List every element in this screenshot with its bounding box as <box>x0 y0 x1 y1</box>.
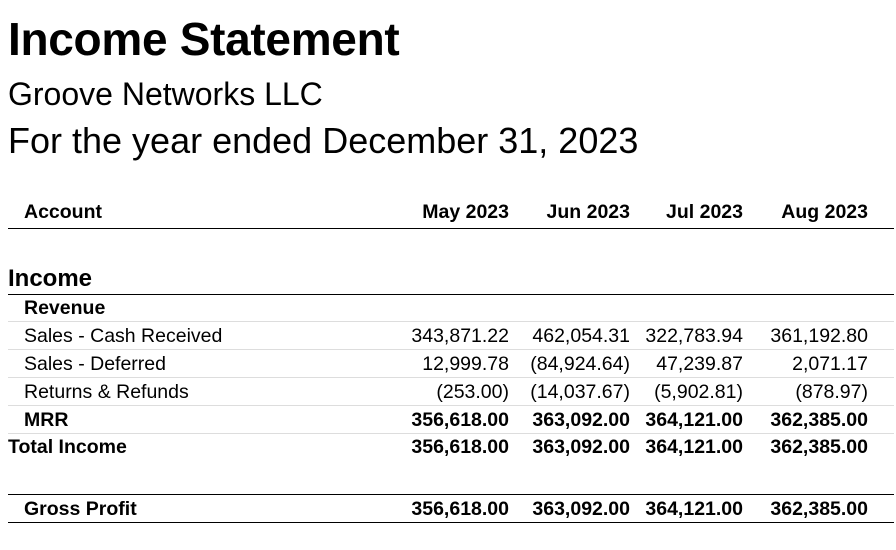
cell-jul-2023: 364,121.00 <box>645 436 743 458</box>
subsection-title-revenue <box>0 294 896 322</box>
table-row <box>0 322 896 350</box>
column-header-aug-2023: Aug 2023 <box>781 201 868 223</box>
report-period: For the year ended December 31, 2023 <box>8 120 639 161</box>
table-header-row <box>0 198 896 226</box>
column-header-jun-2023: Jun 2023 <box>546 201 630 223</box>
cell-may-2023: 356,618.00 <box>411 498 509 520</box>
company-name: Groove Networks LLC <box>8 76 323 112</box>
cell-jun-2023: (14,037.67) <box>530 381 630 403</box>
column-header-account: Account <box>24 201 102 223</box>
table-row <box>0 378 896 406</box>
table-row <box>0 350 896 378</box>
row-label: Sales - Deferred <box>24 353 166 375</box>
subtotal-row-mrr <box>0 406 896 434</box>
column-header-may-2023: May 2023 <box>422 201 509 223</box>
row-label: Returns & Refunds <box>24 381 189 403</box>
column-header-jul-2023: Jul 2023 <box>666 201 743 223</box>
cell-aug-2023: (878.97) <box>795 381 868 403</box>
cell-may-2023: 12,999.78 <box>422 353 509 375</box>
cell-may-2023: 356,618.00 <box>411 409 509 431</box>
cell-may-2023: 356,618.00 <box>411 436 509 458</box>
cell-aug-2023: 362,385.00 <box>770 498 868 520</box>
cell-aug-2023: 362,385.00 <box>770 409 868 431</box>
row-label: MRR <box>24 409 69 431</box>
cell-jul-2023: 322,783.94 <box>645 325 743 347</box>
cell-aug-2023: 361,192.80 <box>770 325 868 347</box>
section-title-income: Income <box>8 265 93 292</box>
subsection-label: Revenue <box>24 297 106 319</box>
row-label: Gross Profit <box>24 498 137 520</box>
total-row-income <box>0 433 896 461</box>
cell-jun-2023: 462,054.31 <box>532 325 630 347</box>
cell-jun-2023: (84,924.64) <box>530 353 630 375</box>
cell-aug-2023: 2,071.17 <box>792 353 868 375</box>
cell-jul-2023: 364,121.00 <box>645 498 743 520</box>
cell-jun-2023: 363,092.00 <box>532 409 630 431</box>
cell-jul-2023: (5,902.81) <box>654 381 743 403</box>
row-label: Sales - Cash Received <box>24 325 223 347</box>
page-title: Income Statement <box>8 13 400 65</box>
cell-jun-2023: 363,092.00 <box>532 436 630 458</box>
cell-jul-2023: 364,121.00 <box>645 409 743 431</box>
cell-may-2023: (253.00) <box>436 381 509 403</box>
cell-jun-2023: 363,092.00 <box>532 498 630 520</box>
row-label: Total Income <box>8 436 127 458</box>
cell-jul-2023: 47,239.87 <box>656 353 743 375</box>
cell-aug-2023: 362,385.00 <box>770 436 868 458</box>
gross-profit-row <box>0 495 896 523</box>
header-rule <box>8 228 894 229</box>
cell-may-2023: 343,871.22 <box>411 325 509 347</box>
gross-profit-bottom-rule <box>8 522 894 523</box>
